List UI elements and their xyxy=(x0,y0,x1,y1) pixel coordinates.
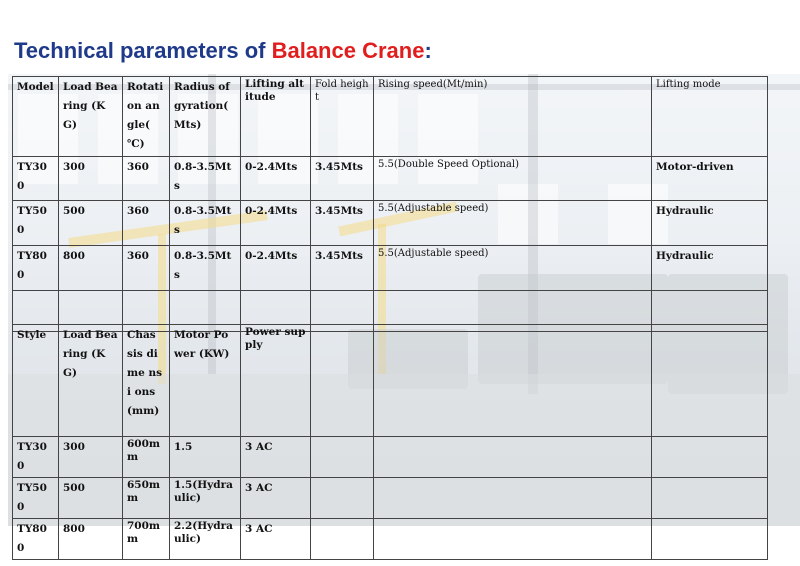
table-cell: 0-2.4Mts xyxy=(241,246,311,291)
table-header-row xyxy=(13,325,768,437)
table-row xyxy=(13,437,768,478)
table-cell: 500 xyxy=(59,478,123,519)
table-row xyxy=(13,201,768,246)
table-cell: 650m m xyxy=(123,478,170,519)
header-cell: Lifting mode xyxy=(652,77,768,157)
table-cell: 0.8-3.5Mts xyxy=(170,201,241,246)
table-cell: 3 AC xyxy=(241,478,311,519)
header-cell: Power supply xyxy=(241,325,311,437)
table-cell: 0-2.4Mts xyxy=(241,201,311,246)
table-cell: 800 xyxy=(59,246,123,291)
table-cell: Hydraulic xyxy=(652,246,768,291)
header-cell: Model xyxy=(13,77,59,157)
table-cell: Hydraulic xyxy=(652,201,768,246)
header-cell: Fold heigh t xyxy=(311,77,374,157)
table-cell: 300 xyxy=(59,437,123,478)
table-cell: TY800 xyxy=(13,519,59,560)
page-title xyxy=(14,38,432,64)
table-cell: 3 AC xyxy=(241,437,311,478)
header-cell: Load Bearing (KG) xyxy=(59,325,123,437)
table-cell: 300 xyxy=(59,157,123,201)
table-cell: 3.45Mts xyxy=(311,201,374,246)
table-cell: 600m m xyxy=(123,437,170,478)
table-row xyxy=(13,478,768,519)
title-main: Technical parameters of xyxy=(14,38,272,63)
table-cell: TY300 xyxy=(13,437,59,478)
table-cell: 3.45Mts xyxy=(311,246,374,291)
header-cell: Motor Power (KW) xyxy=(170,325,241,437)
table-cell: TY500 xyxy=(13,478,59,519)
header-cell: Load Bearing (KG) xyxy=(59,77,123,157)
header-cell: Rotati on angle( ℃) xyxy=(123,77,170,157)
table-cell: 0.8-3.5Mts xyxy=(170,246,241,291)
table-cell: 1.5 xyxy=(170,437,241,478)
table-row xyxy=(13,157,768,201)
table-cell: 3 AC xyxy=(241,519,311,560)
table-cell: 2.2(Hydra ulic) xyxy=(170,519,241,560)
parameters-table-1 xyxy=(12,76,768,332)
table-cell: TY300 xyxy=(13,157,59,201)
table-cell: 700m m xyxy=(123,519,170,560)
header-cell: Style xyxy=(13,325,59,437)
table-cell: 3.45Mts xyxy=(311,157,374,201)
table-cell: TY500 xyxy=(13,201,59,246)
table-cell: 800 xyxy=(59,519,123,560)
table-cell: 5.5(Adjustable speed) xyxy=(374,246,652,291)
header-cell: Chas sis dime nsi ons (mm) xyxy=(123,325,170,437)
table-row xyxy=(13,519,768,560)
title-accent: Balance Crane xyxy=(271,38,425,63)
table-cell: 1.5(Hydra ulic) xyxy=(170,478,241,519)
table-cell: 5.5(Double Speed Optional) xyxy=(374,157,652,201)
table-cell: TY800 xyxy=(13,246,59,291)
header-cell: Rising speed(Mt/min) xyxy=(374,77,652,157)
header-cell: Lifting altitude xyxy=(241,77,311,157)
table-header-row xyxy=(13,77,768,157)
table-row xyxy=(13,246,768,291)
table-cell: 0.8-3.5Mts xyxy=(170,157,241,201)
table-cell: 360 xyxy=(123,246,170,291)
table-cell: 0-2.4Mts xyxy=(241,157,311,201)
table-cell: Motor-driven xyxy=(652,157,768,201)
table-cell: 360 xyxy=(123,157,170,201)
title-colon: : xyxy=(424,38,432,63)
table-cell: 360 xyxy=(123,201,170,246)
parameters-table-2 xyxy=(12,324,768,560)
header-cell: Radius of gyration( Mts) xyxy=(170,77,241,157)
table-cell: 500 xyxy=(59,201,123,246)
table-cell: 5.5(Adjustable speed) xyxy=(374,201,652,246)
